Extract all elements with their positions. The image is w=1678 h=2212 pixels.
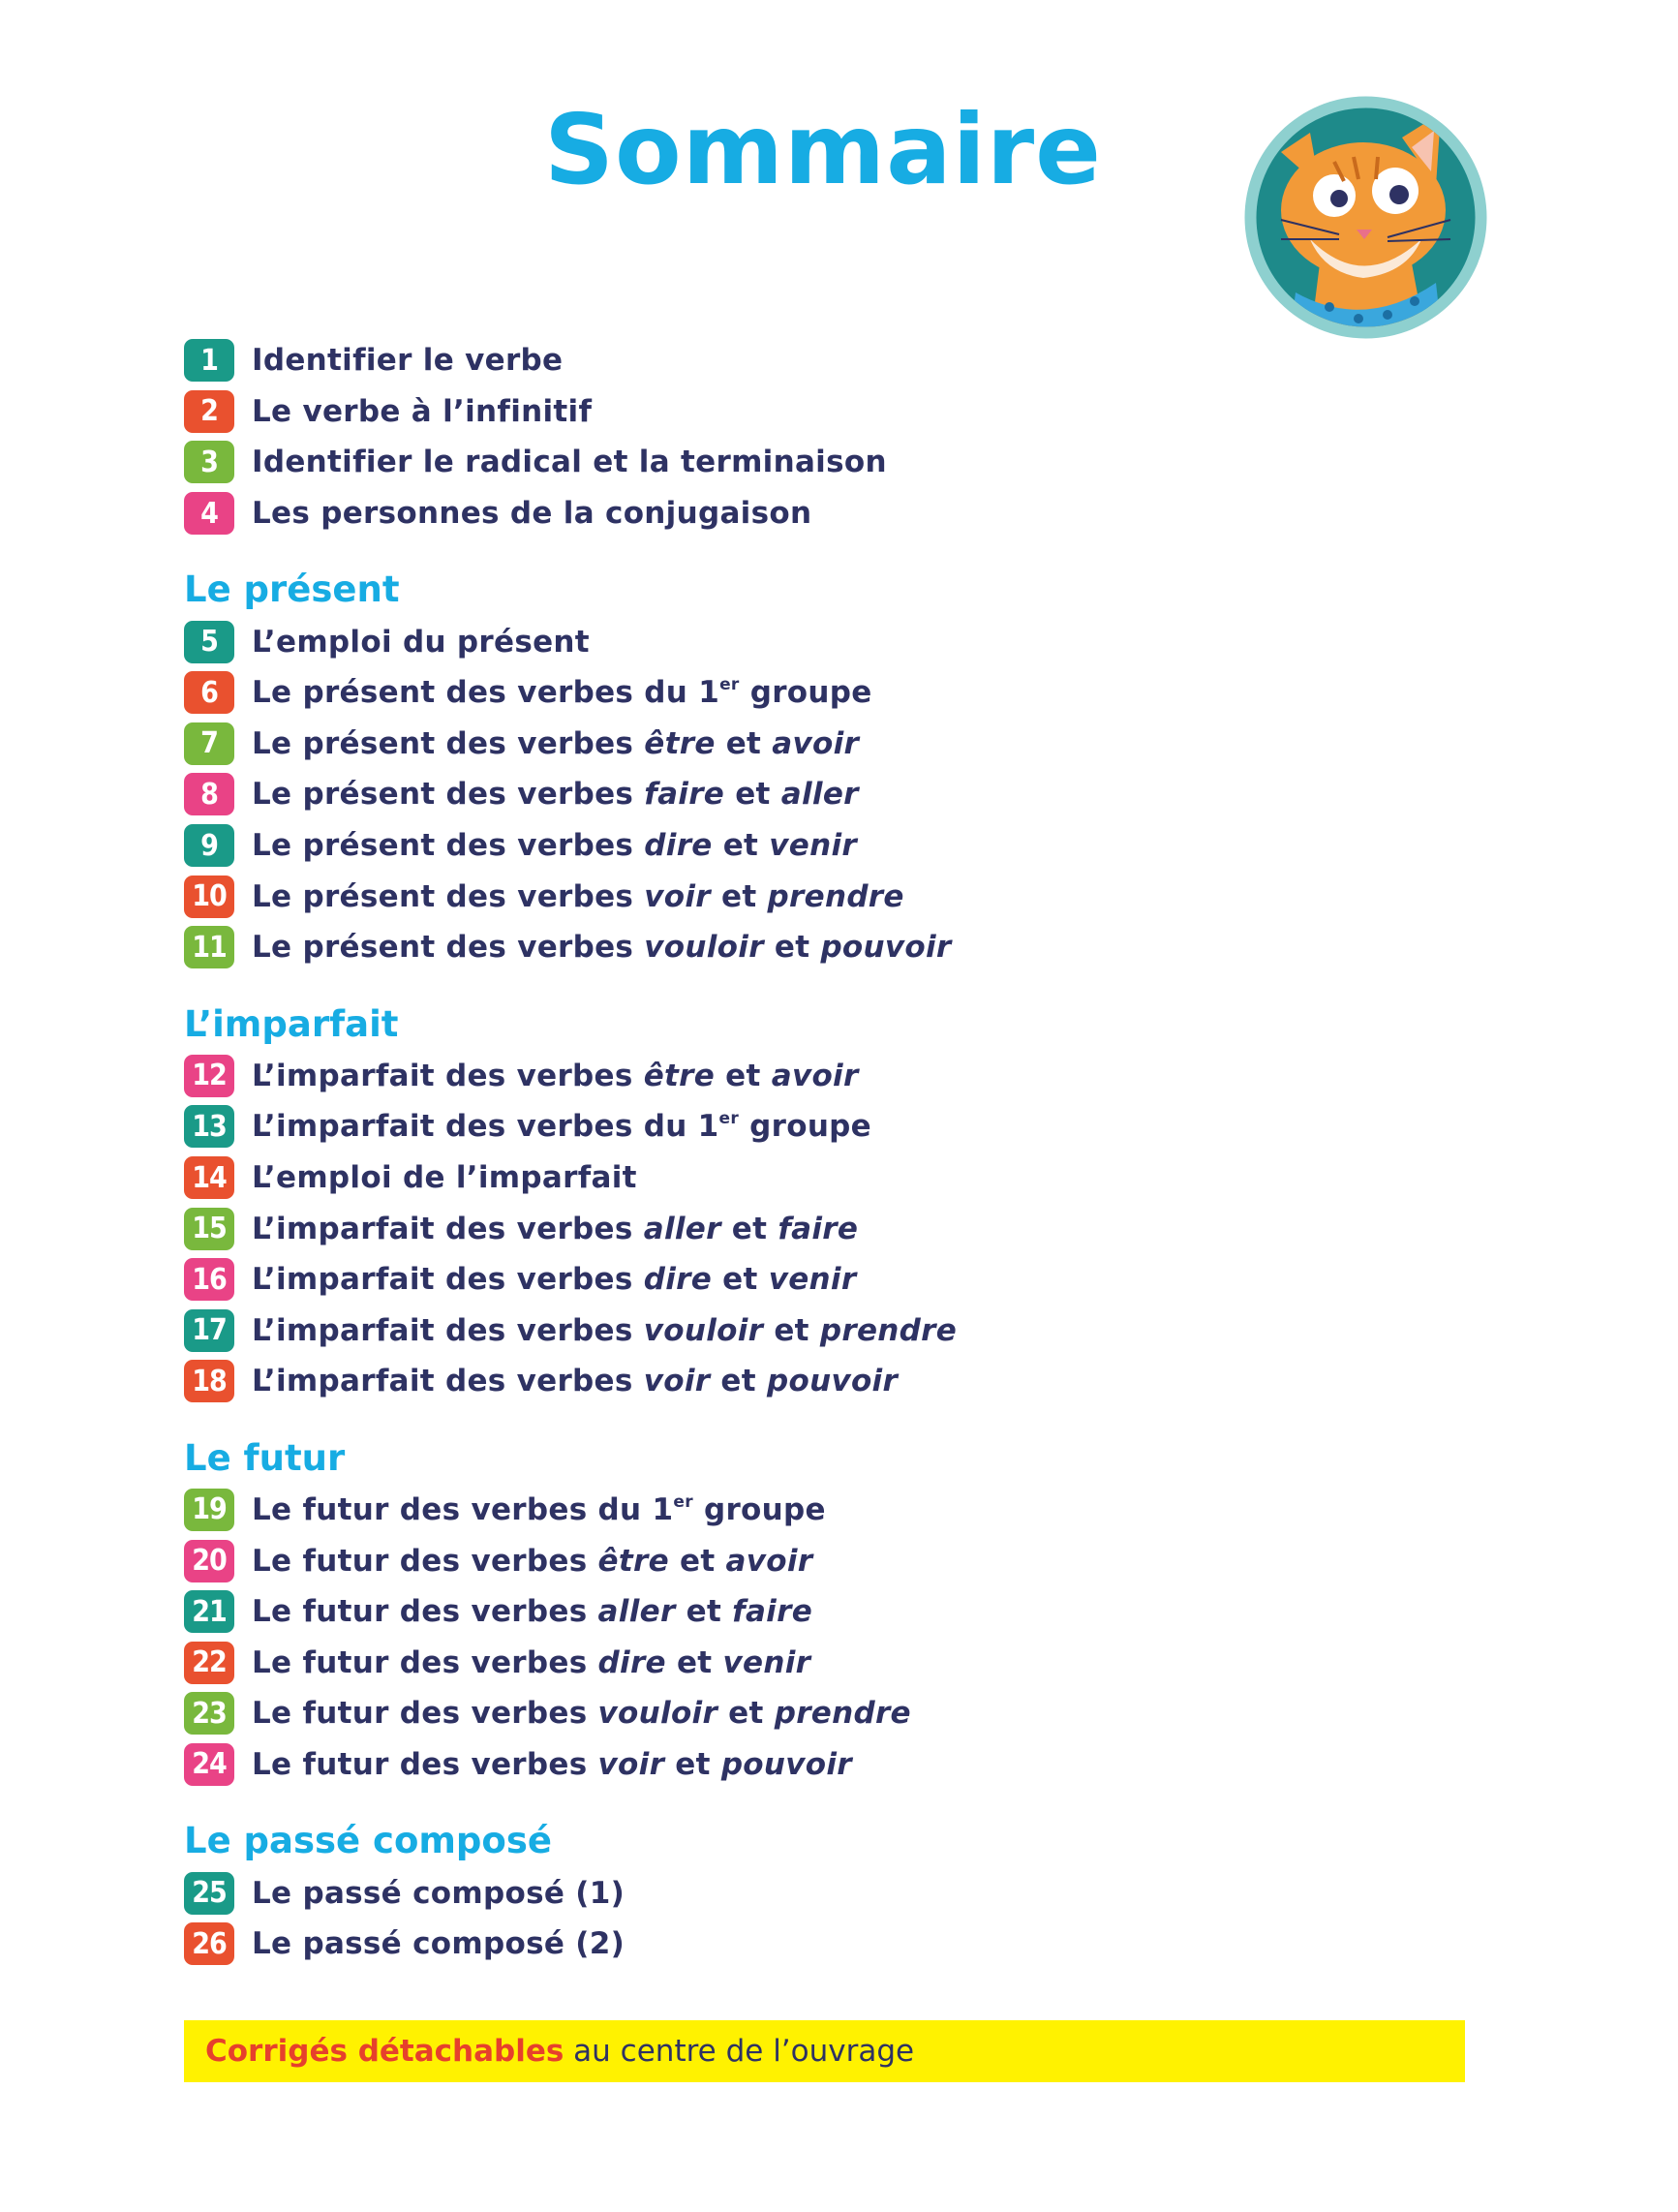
chapter-number-badge: 23 [184,1692,234,1735]
title-text: et [715,1058,772,1093]
title-text: Identifier le verbe [252,343,564,379]
chapter-title [252,1160,637,1195]
toc-entry[interactable] [184,1867,1443,1919]
verb-italic: avoir [771,1058,859,1093]
toc-entry[interactable] [184,1101,1443,1152]
chapter-number-badge: 15 [184,1208,234,1250]
verb-italic: pouvoir [820,930,952,966]
verb-italic: être [597,1543,669,1579]
ordinal-superscript: er [719,675,740,695]
title-text: L’imparfait des verbes du 1 [252,1109,719,1145]
title-text: et [664,1746,721,1782]
chapter-title [252,1212,858,1246]
verb-italic: avoir [725,1543,813,1579]
title-text: Le passé composé (1) [252,1875,625,1911]
toc-entry[interactable] [184,437,1443,488]
title-text: Identifier le radical et la terminaison [252,445,887,480]
title-text: Les personnes de la conjugaison [252,496,812,532]
chapter-title [252,930,952,965]
chapter-number-badge: 26 [184,1922,234,1965]
ordinal-superscript: er [718,1109,740,1129]
toc-entry[interactable] [184,616,1443,667]
chapter-number-badge: 4 [184,492,234,535]
chapter-number-badge: 3 [184,441,234,483]
chapter-number-badge: 7 [184,722,234,765]
title-text: et [675,1594,733,1630]
title-text: Le futur des verbes [252,1644,598,1680]
section-heading: L’imparfait [184,1002,399,1045]
chapter-title [252,777,859,812]
toc-entry[interactable] [184,1356,1443,1407]
footer-text [184,2034,914,2069]
verb-italic: prendre [819,1312,958,1348]
title-text: L’imparfait des verbes [252,1262,644,1298]
chapter-number-badge: 22 [184,1642,234,1684]
verb-italic: être [644,725,716,761]
toc-section [184,564,1443,972]
title-text: et [724,777,781,813]
title-text: groupe [739,1109,871,1145]
chapter-title [252,1262,856,1297]
title-text: Le présent des verbes du 1 [252,675,720,711]
title-text: et [712,828,770,864]
chapter-title [252,1544,812,1579]
chapter-title [252,1747,852,1782]
title-text: et [763,930,821,966]
chapter-title [252,1926,625,1961]
toc-entry[interactable] [184,820,1443,872]
title-text: groupe [739,675,872,711]
toc-entry[interactable] [184,488,1443,539]
toc-entry[interactable] [184,386,1443,438]
chapter-number-badge: 9 [184,824,234,867]
verb-italic: prendre [767,878,904,914]
chapter-title [252,1313,957,1348]
toc-entry[interactable] [184,1254,1443,1306]
chapter-number-badge: 1 [184,339,234,382]
chapter-title [252,726,859,761]
chapter-number-badge: 10 [184,876,234,918]
chapter-number-badge: 16 [184,1258,234,1301]
chapter-number-badge: 25 [184,1872,234,1915]
toc-entry[interactable] [184,1739,1443,1791]
chapter-number-badge: 24 [184,1743,234,1786]
verb-italic: vouloir [597,1696,718,1732]
section-heading: Le présent [184,568,400,611]
title-text: L’emploi du présent [252,624,590,660]
chapter-number-badge: 17 [184,1309,234,1352]
toc-section [184,1815,1443,1969]
ordinal-superscript: er [673,1491,693,1512]
verb-italic: faire [778,1211,859,1246]
verb-italic: vouloir [643,1312,764,1348]
chapter-title [252,1645,810,1680]
title-text: et [710,1364,767,1399]
title-text: Le futur des verbes [252,1594,598,1630]
toc-entry[interactable] [184,335,1443,386]
verb-italic: dire [644,828,713,864]
footer-strong-text: Corrigés détachables [205,2034,564,2069]
toc-entry[interactable] [184,1306,1443,1357]
section-heading: Le futur [184,1436,346,1479]
chapter-title [252,1364,898,1398]
title-text: groupe [692,1491,826,1527]
footer-banner [184,2020,1465,2082]
toc-entry[interactable] [184,1688,1443,1739]
toc-entry[interactable] [184,1535,1443,1586]
chapter-number-badge: 8 [184,773,234,815]
title-text: L’imparfait des verbes [252,1364,644,1399]
verb-italic: voir [644,878,711,914]
title-text: et [715,725,773,761]
title-text: Le présent des verbes [252,828,645,864]
footer-rest-text: au centre de l’ouvrage [564,2034,915,2069]
verb-italic: aller [597,1594,676,1630]
verb-italic: venir [768,1262,857,1298]
title-text: Le verbe à l’infinitif [252,393,593,429]
title-text: Le futur des verbes du 1 [252,1491,674,1527]
toc-entry[interactable] [184,1203,1443,1254]
toc-entry[interactable] [184,922,1443,973]
toc-entry[interactable] [184,1919,1443,1970]
chapter-title [252,828,857,863]
chapter-number-badge: 14 [184,1156,234,1199]
title-text: L’emploi de l’imparfait [252,1160,637,1196]
chapter-title [252,1109,871,1144]
chapter-number-badge: 13 [184,1105,234,1148]
chapter-title [252,1492,826,1527]
title-text: et [717,1696,775,1732]
verb-italic: pouvoir [720,1746,852,1782]
toc-entry[interactable] [184,871,1443,922]
chapter-title [252,343,563,378]
title-text: L’imparfait des verbes [252,1211,644,1246]
title-text: Le présent des verbes [252,777,645,813]
title-text: et [763,1312,820,1348]
verb-italic: voir [597,1746,665,1782]
page-title: Sommaire [543,93,1103,206]
toc-entry[interactable] [184,1586,1443,1638]
chapter-title [252,1696,911,1731]
chapter-title [252,445,887,479]
chapter-title [252,496,811,531]
verb-italic: vouloir [644,930,764,966]
chapter-title [252,675,872,710]
title-text: Le passé composé (2) [252,1926,625,1962]
chapter-number-badge: 20 [184,1540,234,1582]
verb-italic: faire [732,1594,813,1630]
toc-section [184,998,1443,1407]
chapter-number-badge: 6 [184,671,234,714]
title-text: Le présent des verbes [252,725,645,761]
toc-entry[interactable] [184,1485,1443,1536]
toc-section [184,335,1443,538]
chapter-number-badge: 2 [184,390,234,433]
toc-section [184,1432,1443,1791]
chapter-number-badge: 12 [184,1055,234,1097]
toc-entry[interactable] [184,667,1443,719]
chapter-number-badge: 21 [184,1590,234,1633]
chapter-number-badge: 19 [184,1489,234,1531]
title-text: et [665,1644,723,1680]
section-heading: Le passé composé [184,1820,552,1862]
title-text: Le présent des verbes [252,878,645,914]
verb-italic: prendre [774,1696,911,1732]
title-text: Le futur des verbes [252,1543,598,1579]
verb-italic: dire [597,1644,666,1680]
verb-italic: dire [643,1262,713,1298]
title-text: Le présent des verbes [252,930,645,966]
verb-italic: voir [643,1364,711,1399]
toc-entry[interactable] [184,1051,1443,1102]
toc-entry[interactable] [184,1637,1443,1688]
title-text: Le futur des verbes [252,1696,598,1732]
title-text: et [710,878,768,914]
title-text: et [668,1543,726,1579]
verb-italic: venir [722,1644,811,1680]
chapter-title [252,1594,812,1629]
title-text: et [712,1262,769,1298]
chapter-title [252,1876,625,1911]
chapter-title [252,879,904,914]
verb-italic: aller [780,777,859,813]
verb-italic: venir [769,828,857,864]
verb-italic: aller [643,1211,721,1246]
title-text: Le futur des verbes [252,1746,598,1782]
chapter-number-badge: 11 [184,926,234,968]
cat-mascot-icon [1242,94,1489,341]
chapter-title [252,1059,859,1093]
chapter-title [252,625,590,660]
chapter-number-badge: 5 [184,621,234,663]
toc-entry[interactable] [184,719,1443,770]
title-text: L’imparfait des verbes [252,1058,644,1093]
title-text: et [720,1211,778,1246]
toc-entry[interactable] [184,1152,1443,1204]
title-text: L’imparfait des verbes [252,1312,644,1348]
verb-italic: faire [644,777,725,813]
verb-italic: être [643,1058,716,1093]
verb-italic: avoir [772,725,860,761]
chapter-title [252,394,592,429]
verb-italic: pouvoir [766,1364,899,1399]
toc-entry[interactable] [184,769,1443,820]
table-of-contents [184,335,1443,1994]
chapter-number-badge: 18 [184,1360,234,1402]
